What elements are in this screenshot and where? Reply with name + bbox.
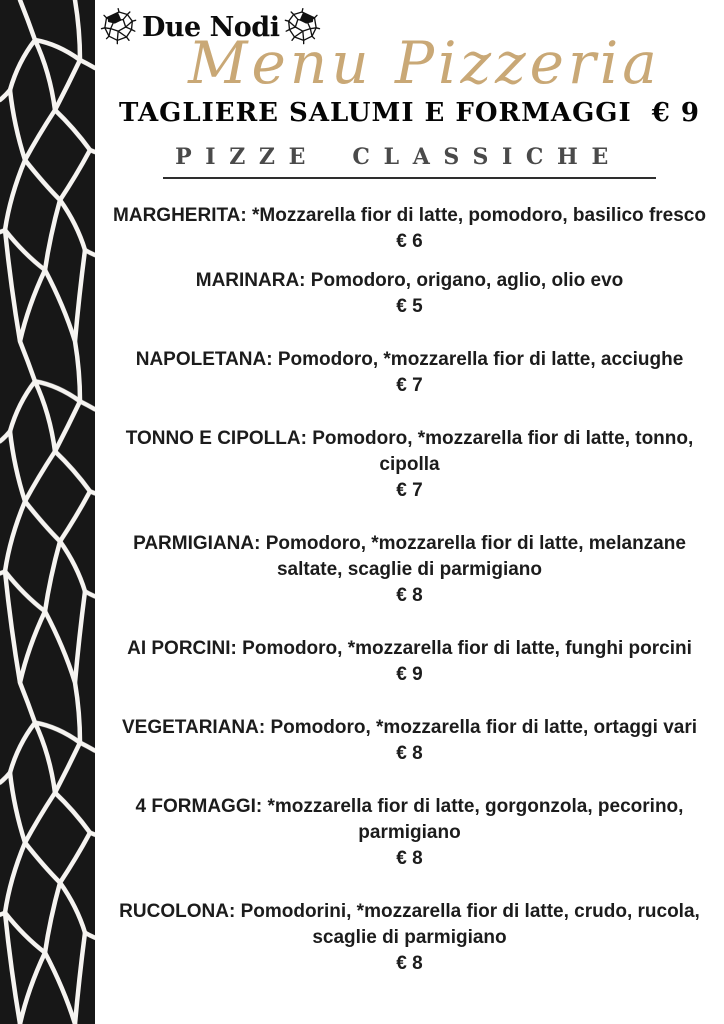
item-name: MARGHERITA: (113, 204, 247, 226)
item-desc: Pomodoro, *mozzarella fior di latte, tonno, cipolla (312, 427, 694, 475)
item-price: € 7 (396, 374, 423, 396)
voronoi-pattern-strip (0, 0, 95, 1024)
item-price: € 6 (396, 230, 423, 252)
item-price: € 7 (396, 479, 423, 501)
menu-item-napoletana (99, 347, 720, 399)
knot-icon (282, 7, 322, 47)
tagliere-heading: TAGLIERE SALUMI E FORMAGGI € 9 (119, 97, 700, 128)
menu-item-margherita (99, 203, 720, 255)
item-desc: *mozzarella fior di latte, gorgonzola, pecorino, parmigiano (267, 796, 684, 844)
item-name: 4 FORMAGGI: (135, 796, 263, 818)
item-price: € 8 (396, 953, 423, 975)
item-desc: Pomodoro, *mozzarella fior di latte, acciughe (277, 348, 684, 370)
page-title: Menu Pizzeria (188, 29, 661, 97)
item-price: € 5 (396, 295, 423, 317)
menu-content (95, 0, 724, 1024)
item-price: € 8 (396, 743, 423, 765)
item-name: PARMIGIANA: (133, 532, 261, 554)
item-name: TONNO E CIPOLLA: (125, 427, 307, 449)
item-desc: *Mozzarella fior di latte, pomodoro, basilico fresco (252, 204, 706, 226)
menu-item-4-formaggi (99, 794, 720, 872)
item-price: € 8 (396, 584, 423, 606)
item-name: RUCOLONA: (119, 901, 236, 923)
item-desc: Pomodoro, *mozzarella fior di latte, ortaggi vari (270, 717, 698, 739)
item-desc: Pomodoro, *mozzarella fior di latte, melanzane saltate, scaglie di parmigiano (265, 532, 686, 580)
menu-list (95, 203, 724, 977)
menu-item-marinara (99, 268, 720, 320)
item-desc: Pomodoro, origano, aglio, olio evo (310, 269, 624, 291)
item-desc: Pomodoro, *mozzarella fior di latte, funghi porcini (242, 637, 692, 659)
section-heading-pizze-classiche: PIZZE CLASSICHE (163, 144, 656, 179)
menu-item-tonno-e-cipolla (99, 426, 720, 504)
menu-item-rucolona (99, 899, 720, 977)
item-name: NAPOLETANA: (135, 348, 273, 370)
brand-name: Due Nodi (142, 11, 280, 43)
section-heading-wrap (95, 144, 724, 179)
menu-item-ai-porcini (99, 636, 720, 688)
item-name: MARINARA: (195, 269, 306, 291)
item-name: VEGETARIANA: (121, 717, 266, 739)
item-price: € 8 (396, 848, 423, 870)
knot-icon (99, 7, 139, 47)
item-desc: Pomodorini, *mozzarella fior di latte, crudo, rucola, scaglie di parmigiano (240, 901, 700, 949)
menu-item-vegetariana (99, 715, 720, 767)
item-price: € 9 (396, 664, 423, 685)
menu-item-parmigiana (99, 531, 720, 609)
item-name: AI PORCINI: (127, 637, 237, 659)
voronoi-pattern-svg (0, 0, 95, 1024)
